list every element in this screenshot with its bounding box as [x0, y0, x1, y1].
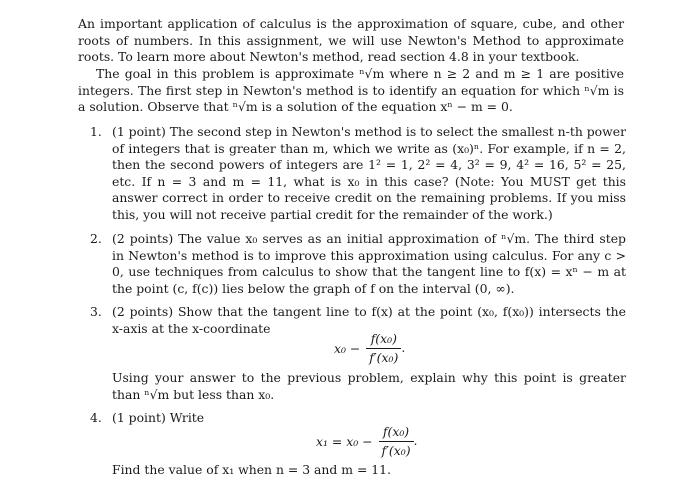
- equation-numerator: f(x₀): [366, 331, 401, 349]
- problem-text: (2 points) Show that the tangent line to f(x) at the point (x₀, f(x₀)) intersects the x-axis at the x-coordinate: [112, 304, 626, 336]
- equation-tail: .: [413, 433, 418, 448]
- problem-text: Find the value of x₁ when n = 3 and m = 11.: [112, 462, 391, 477]
- problem-text: Using your answer to the previous problem, explain why this point is greater than ⁿ√m but less than x₀.: [112, 370, 626, 402]
- equation-tail: .: [401, 340, 406, 355]
- problem-4-followup: [90, 462, 626, 479]
- problem-3-followup: [90, 370, 626, 403]
- problem-text: (1 point) The second step in Newton's method is to select the smallest n-th power of integers that is greater than m, which we write as (x₀)ⁿ. For example, if n = 2, then the second powers of integers are 1² = 1, 2² = 4, 3² = 9, 4² = 16, 5² = 25, etc. If n = 3 and m = 11, what is x₀ in this case? (Note: You MUST get this answer correct in order to receive credit on the remaining problems. If you miss this, you will not receive partial credit for the remainder of the work.): [112, 124, 626, 222]
- equation-lhs: x₁ = x₀ −: [316, 433, 373, 449]
- problem-1: [90, 124, 626, 224]
- equation-newton-step: [316, 424, 417, 459]
- problem-text: (2 points) The value x₀ serves as an initial approximation of ⁿ√m. The third step in Newton's method is to improve this approximation using calculus. For any c > 0, use techniques from calculus to show that the tangent line to f(x) = xⁿ − m at the point (c, f(c)) lies below the graph of f on the interval (0, ∞).: [112, 231, 626, 296]
- problem-2: [90, 231, 626, 297]
- equation-tangent-intercept: [334, 331, 405, 366]
- problem-number: 2.: [90, 231, 102, 246]
- equation-lhs: x₀ −: [334, 340, 361, 356]
- equation-denominator: f′(x₀): [369, 350, 399, 365]
- problem-number: 3.: [90, 304, 102, 319]
- equation-numerator: f(x₀): [379, 424, 414, 442]
- intro-paragraph-2: The goal in this problem is approximate ⁿ√m where n ≥ 2 and m ≥ 1 are positive integers. The first step in Newton's method is to identify an equation for which ⁿ√m is a solution. Observe that ⁿ√m is a solution of the equation xⁿ − m = 0.: [78, 66, 624, 115]
- problem-number: 1.: [90, 124, 102, 139]
- intro-paragraph-1: An important application of calculus is the approximation of square, cube, and other roots of numbers. In this assignment, we will use Newton's Method to approximate roots. To learn more about Newton's method, read section 4.8 in your textbook.: [78, 16, 624, 65]
- equation-denominator: f′(x₀): [381, 443, 411, 458]
- problem-number: 4.: [90, 410, 102, 425]
- problem-text: (1 point) Write: [112, 410, 205, 425]
